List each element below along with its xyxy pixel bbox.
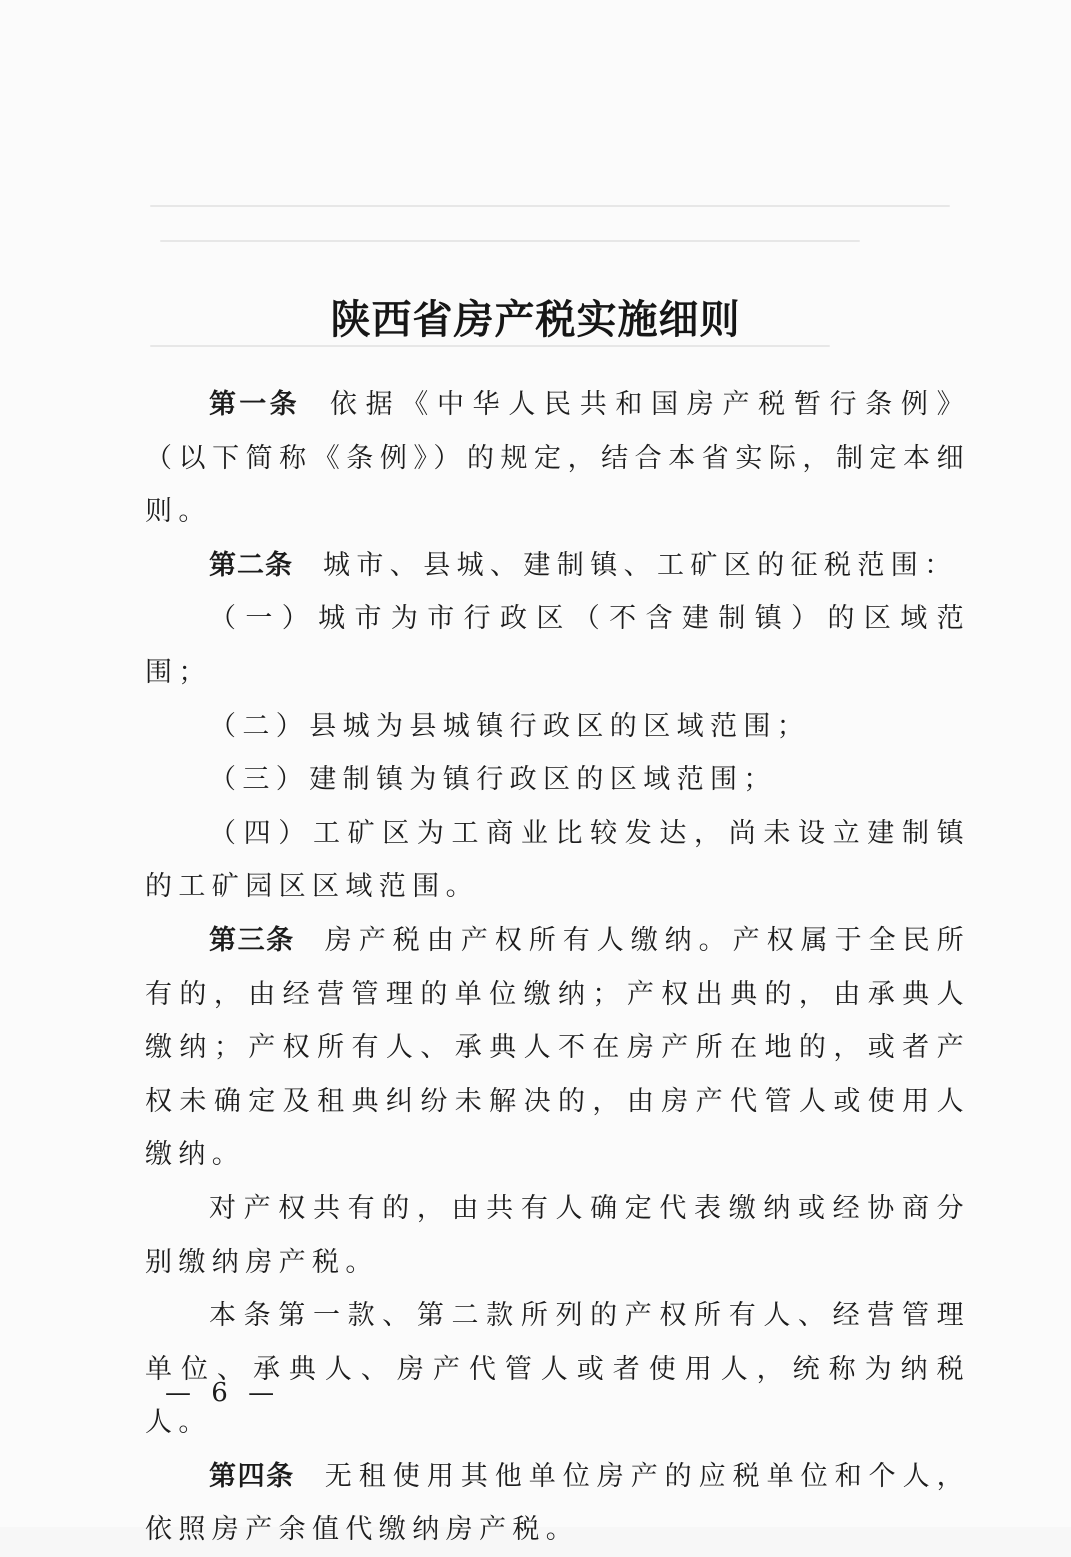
paragraph-item-3 bbox=[145, 753, 970, 807]
paragraph-text: 城市、县城、建制镇、工矿区的征税范围： bbox=[323, 549, 958, 581]
article-label: 第四条 bbox=[209, 1460, 295, 1492]
paragraph-text: 无租使用其他单位房产的应税单位和个人，依照房产余值代缴纳房产税。 bbox=[145, 1460, 971, 1546]
paragraph-article-1 bbox=[145, 378, 970, 539]
paragraph-article-3 bbox=[145, 914, 970, 1182]
paragraph-text: （三）建制镇为镇行政区的区域范围； bbox=[209, 764, 777, 796]
article-label: 第三条 bbox=[209, 924, 295, 956]
paragraph-text: 对产权共有的，由共有人确定代表缴纳或经协商分别缴纳房产税。 bbox=[145, 1192, 970, 1278]
paragraph-article-3-clause-2 bbox=[145, 1182, 970, 1289]
paragraph-article-3-clause-3 bbox=[145, 1289, 970, 1450]
paragraph-item-2 bbox=[145, 700, 970, 754]
paragraph-item-1 bbox=[145, 592, 970, 699]
paragraph-text: 依据《中华人民共和国房产税暂行条例》（以下简称《条例》）的规定，结合本省实际，制定本细则。 bbox=[145, 389, 971, 528]
bleed-through-mark bbox=[150, 345, 830, 347]
paragraph-text: 本条第一款、第二款所列的产权所有人、经营管理单位、承典人、房产代管人或者使用人，统称为纳税人。 bbox=[145, 1300, 970, 1439]
document-title: 陕西省房产税实施细则 bbox=[330, 297, 741, 343]
paragraph-text: （一）城市为市行政区（不含建制镇）的区域范围； bbox=[145, 603, 970, 688]
paragraph-article-4 bbox=[145, 1450, 970, 1557]
bleed-through-mark bbox=[150, 205, 950, 207]
paragraph-article-2 bbox=[145, 539, 970, 593]
paragraph-text: （四）工矿区为工商业比较发达，尚未设立建制镇的工矿园区区域范围。 bbox=[145, 817, 970, 903]
paragraph-text: 房产税由产权所有人缴纳。产权属于全民所有的，由经营管理的单位缴纳；产权出典的，由承典人缴纳；产权所有人、承典人不在房产所在地的，或者产权未确定及租典纠纷未解决的，由房产代管人或使用人缴纳。 bbox=[145, 924, 971, 1171]
bleed-through-mark bbox=[160, 240, 860, 242]
article-label: 第一条 bbox=[209, 389, 300, 420]
paragraph-item-4 bbox=[145, 807, 970, 914]
paragraph-text: （二）县城为县城镇行政区的区域范围； bbox=[209, 710, 811, 742]
page-number: — 6 — bbox=[165, 1378, 281, 1408]
article-label: 第二条 bbox=[209, 549, 293, 581]
